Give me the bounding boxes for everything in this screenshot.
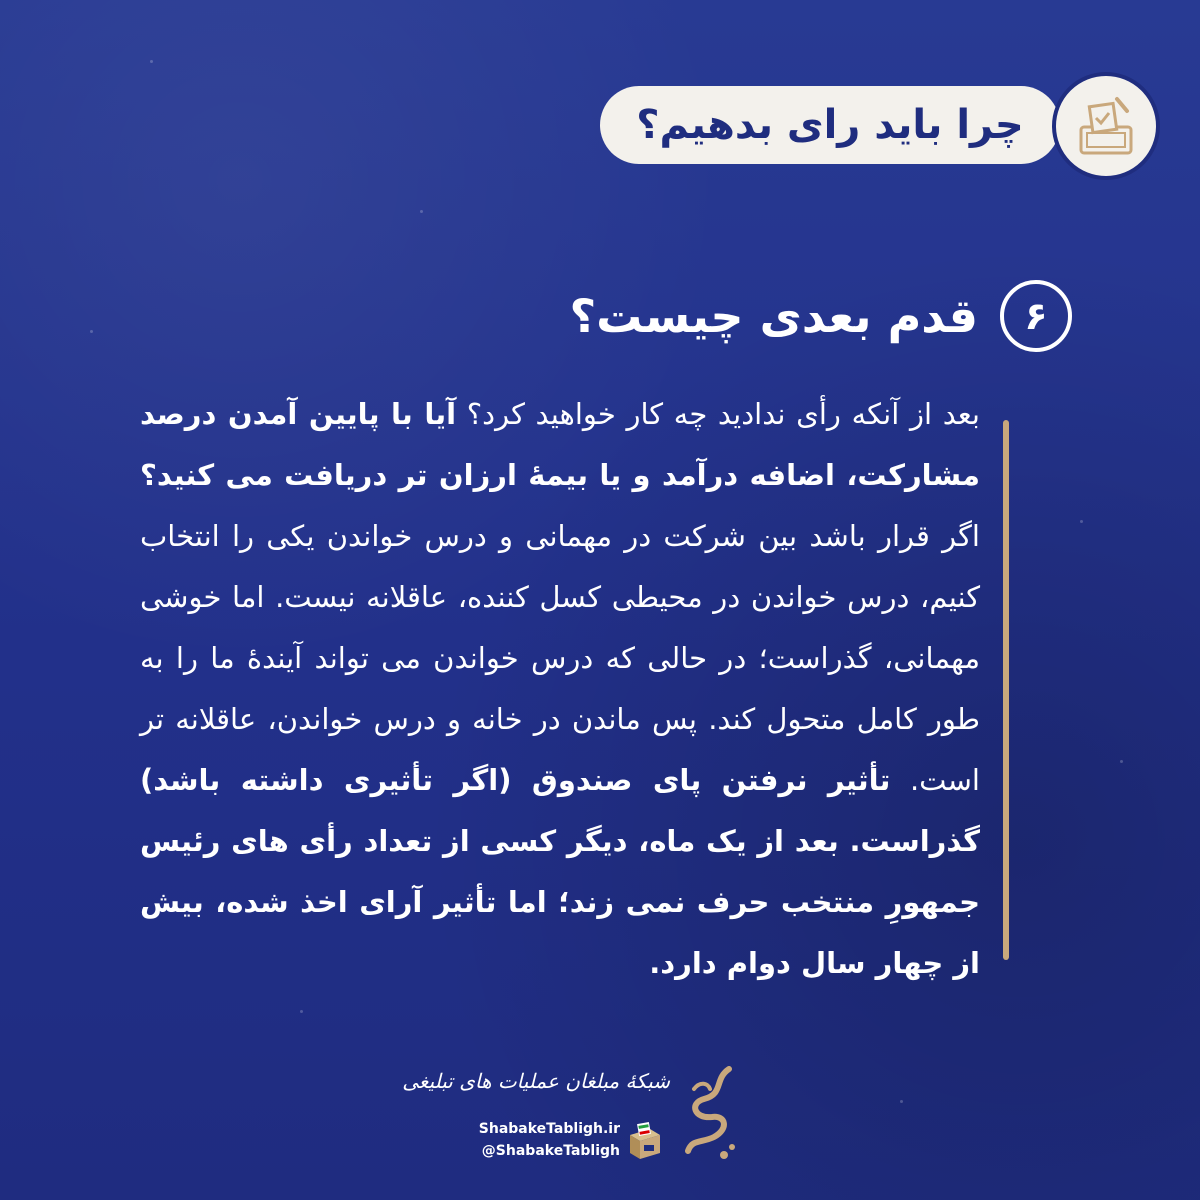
body-sentence-bold: آیا با پایین آمدن درصد مشارکت، اضافه درآمد و یا بیمهٔ ارزان تر دریافت می کنید؟ [140, 397, 980, 492]
header-pill [600, 86, 1060, 164]
footer-handle: @ShabakeTabligh [481, 1143, 620, 1159]
calligraphy-logo-icon [674, 1059, 744, 1169]
footer-branding [402, 1055, 750, 1175]
background-speck [90, 330, 93, 333]
body-sentence: بعد از آنکه رأی ندادید چه کار خواهید کرد؟ [466, 397, 980, 431]
background-speck [420, 210, 423, 213]
body-sentence-bold: تأثیر نرفتن پای صندوق (اگر تأثیری داشته باشد) گذراست. بعد از یک ماه، دیگر کسی از تعداد رأی های رئیس جمهورِ منتخب حرف نمی زند؛ اما تأثیر آرای اخذ شده، بیش از چهار سال دوام دارد. [140, 763, 980, 980]
section-number-badge: ۶ [1000, 280, 1072, 352]
header-title: چرا باید رای بدهیم؟ [636, 102, 1024, 148]
section-heading [569, 276, 1072, 356]
ballot-box-icon [1052, 72, 1160, 180]
footer-ballot-box-icon [624, 1121, 666, 1163]
background-speck [900, 1100, 903, 1103]
accent-bar [1003, 420, 1009, 960]
body-paragraph [140, 384, 980, 994]
background-speck [1080, 520, 1083, 523]
footer-website: ShabakeTabligh.ir [478, 1121, 620, 1137]
background-speck [150, 60, 153, 63]
section-title: قدم بعدی چیست؟ [569, 289, 978, 343]
background-speck [1120, 760, 1123, 763]
body-sentence: اگر قرار باشد بین شرکت در مهمانی و درس خواندن یکی را انتخاب کنیم، درس خواندن در محیطی کسل کننده، عاقلانه نیست. اما خوشی مهمانی، گذراست؛ در حالی که درس خواندن می تواند آیندهٔ ما را به طور کامل متحول کند. پس ماندن در خانه و درس خواندن، عاقلانه تر است. [140, 519, 980, 797]
background-speck [300, 1010, 303, 1013]
footer-calligraphy: شبکهٔ مبلغان عملیات های تبلیغی [402, 1069, 670, 1093]
